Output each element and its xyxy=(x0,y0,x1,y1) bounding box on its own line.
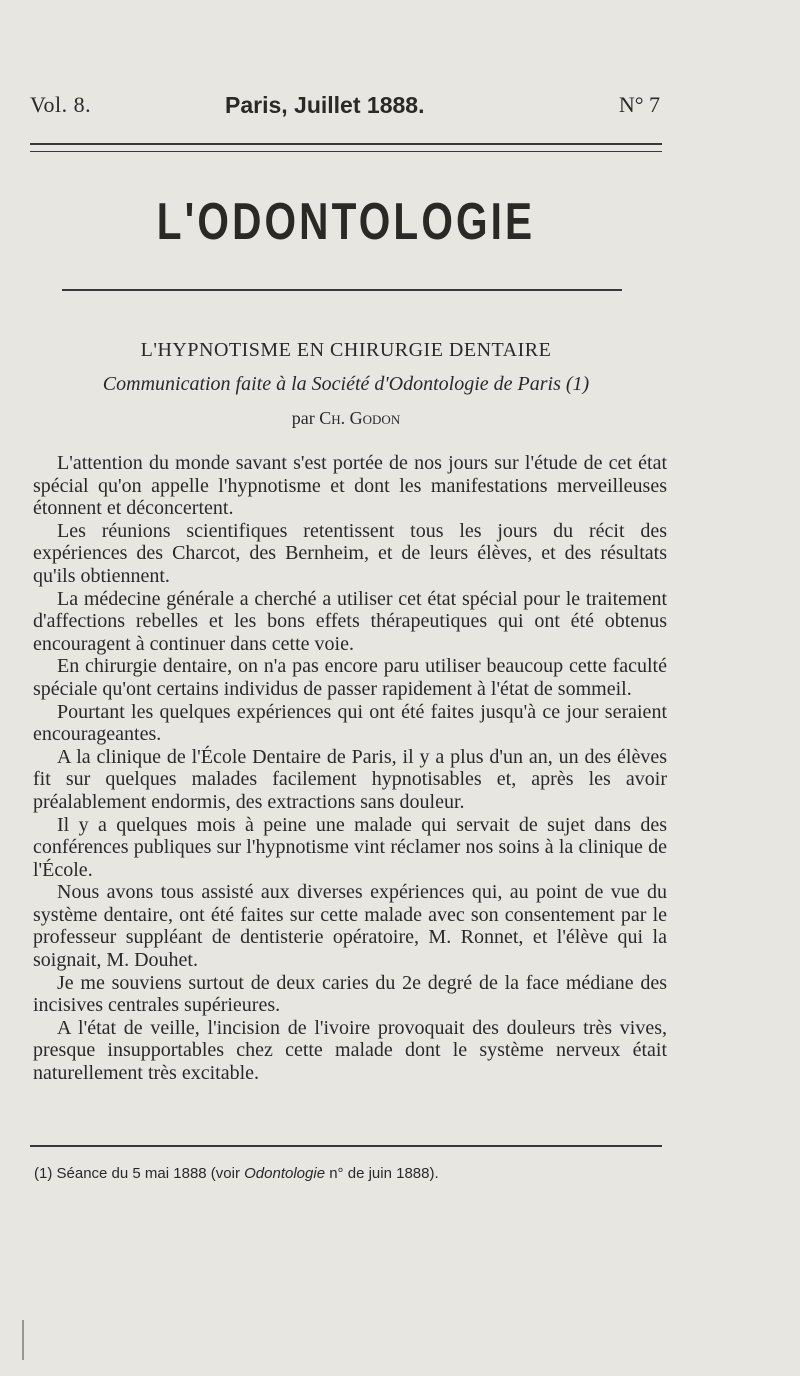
title-rule xyxy=(62,289,622,291)
paragraph: Je me souviens surtout de deux caries du 2e degré de la face médiane des incisives centrales supérieures. xyxy=(33,971,667,1017)
paragraph: L'attention du monde savant s'est portée de nos jours sur l'étude de cet état spécial qu'on appelle l'hypnotisme et dont les manifestations merveilleuses étonnent et déconcertent. xyxy=(33,452,667,520)
article-byline xyxy=(30,408,662,429)
paragraph: A l'état de veille, l'incision de l'ivoire provoquait des douleurs très vives, presque insupportables chez cette malade dont le système nerveux était naturellement très excitable. xyxy=(33,1016,667,1085)
article-title: L'HYPNOTISME EN CHIRURGIE DENTAIRE xyxy=(140,339,552,361)
footnote-marker: (1) xyxy=(34,1165,53,1182)
paragraph: La médecine générale a cherché a utiliser cet état spécial pour le traitement d'affections rebelles et les bons effets thérapeutiques qui ont été obtenus encouragent à continuer dans cette voie. xyxy=(33,587,667,655)
page-header xyxy=(30,92,660,126)
paragraph: Les réunions scientifiques retentissent tous les jours du récit des expériences des Charcot, des Bernheim, et de leurs élèves, et des résultats qu'ils obtiennent. xyxy=(33,519,667,587)
byline-prefix: par xyxy=(291,408,315,428)
header-double-rule xyxy=(30,143,662,152)
paragraph: A la clinique de l'École Dentaire de Paris, il y a plus d'un an, un des élèves fit sur quelques malades facilement hypnotisables et, après les avoir préalablement endormis, des extractions sans douleur. xyxy=(33,745,667,813)
footnote-rule xyxy=(30,1145,662,1147)
footnote-journal: Odontologie xyxy=(244,1165,326,1182)
issue-number: N° 7 xyxy=(618,92,660,117)
footnote-text-after: n° de juin 1888). xyxy=(329,1165,439,1182)
article-subtitle: Communication faite à la Société d'Odontologie de Paris (1) xyxy=(102,373,590,395)
paragraph: Nous avons tous assisté aux diverses expériences qui, au point de vue du système dentaire, ont été faites sur cette malade avec son consentement par le professeur suppléant de dentisterie opératoire, M. Ronnet, et l'élève qui la soignait, M. Douhet. xyxy=(33,881,667,972)
article-body xyxy=(33,452,667,1085)
paragraph: Pourtant les quelques expériences qui ont été faites jusqu'à ce jour seraient encourageantes. xyxy=(33,700,667,746)
volume-label: Vol. 8. xyxy=(30,92,92,117)
footnote-text-before: Séance du 5 mai 1888 (voir xyxy=(56,1165,240,1182)
author-name: Ch. Godon xyxy=(319,408,401,428)
place-date: Paris, Juillet 1888. xyxy=(225,92,425,118)
paragraph: En chirurgie dentaire, on n'a pas encore paru utiliser beaucoup cette faculté spéciale qu'ont certains individus de passer rapidement à l'état de sommeil. xyxy=(33,655,667,700)
paragraph: Il y a quelques mois à peine une malade qui servait de sujet dans des conférences publiques sur l'hypnotisme vint réclamer nos soins à la clinique de l'École. xyxy=(33,813,667,881)
journal-title: L'ODONTOLOGIE xyxy=(156,193,536,251)
page-edge-mark xyxy=(22,1320,24,1360)
footnote xyxy=(34,1165,439,1182)
